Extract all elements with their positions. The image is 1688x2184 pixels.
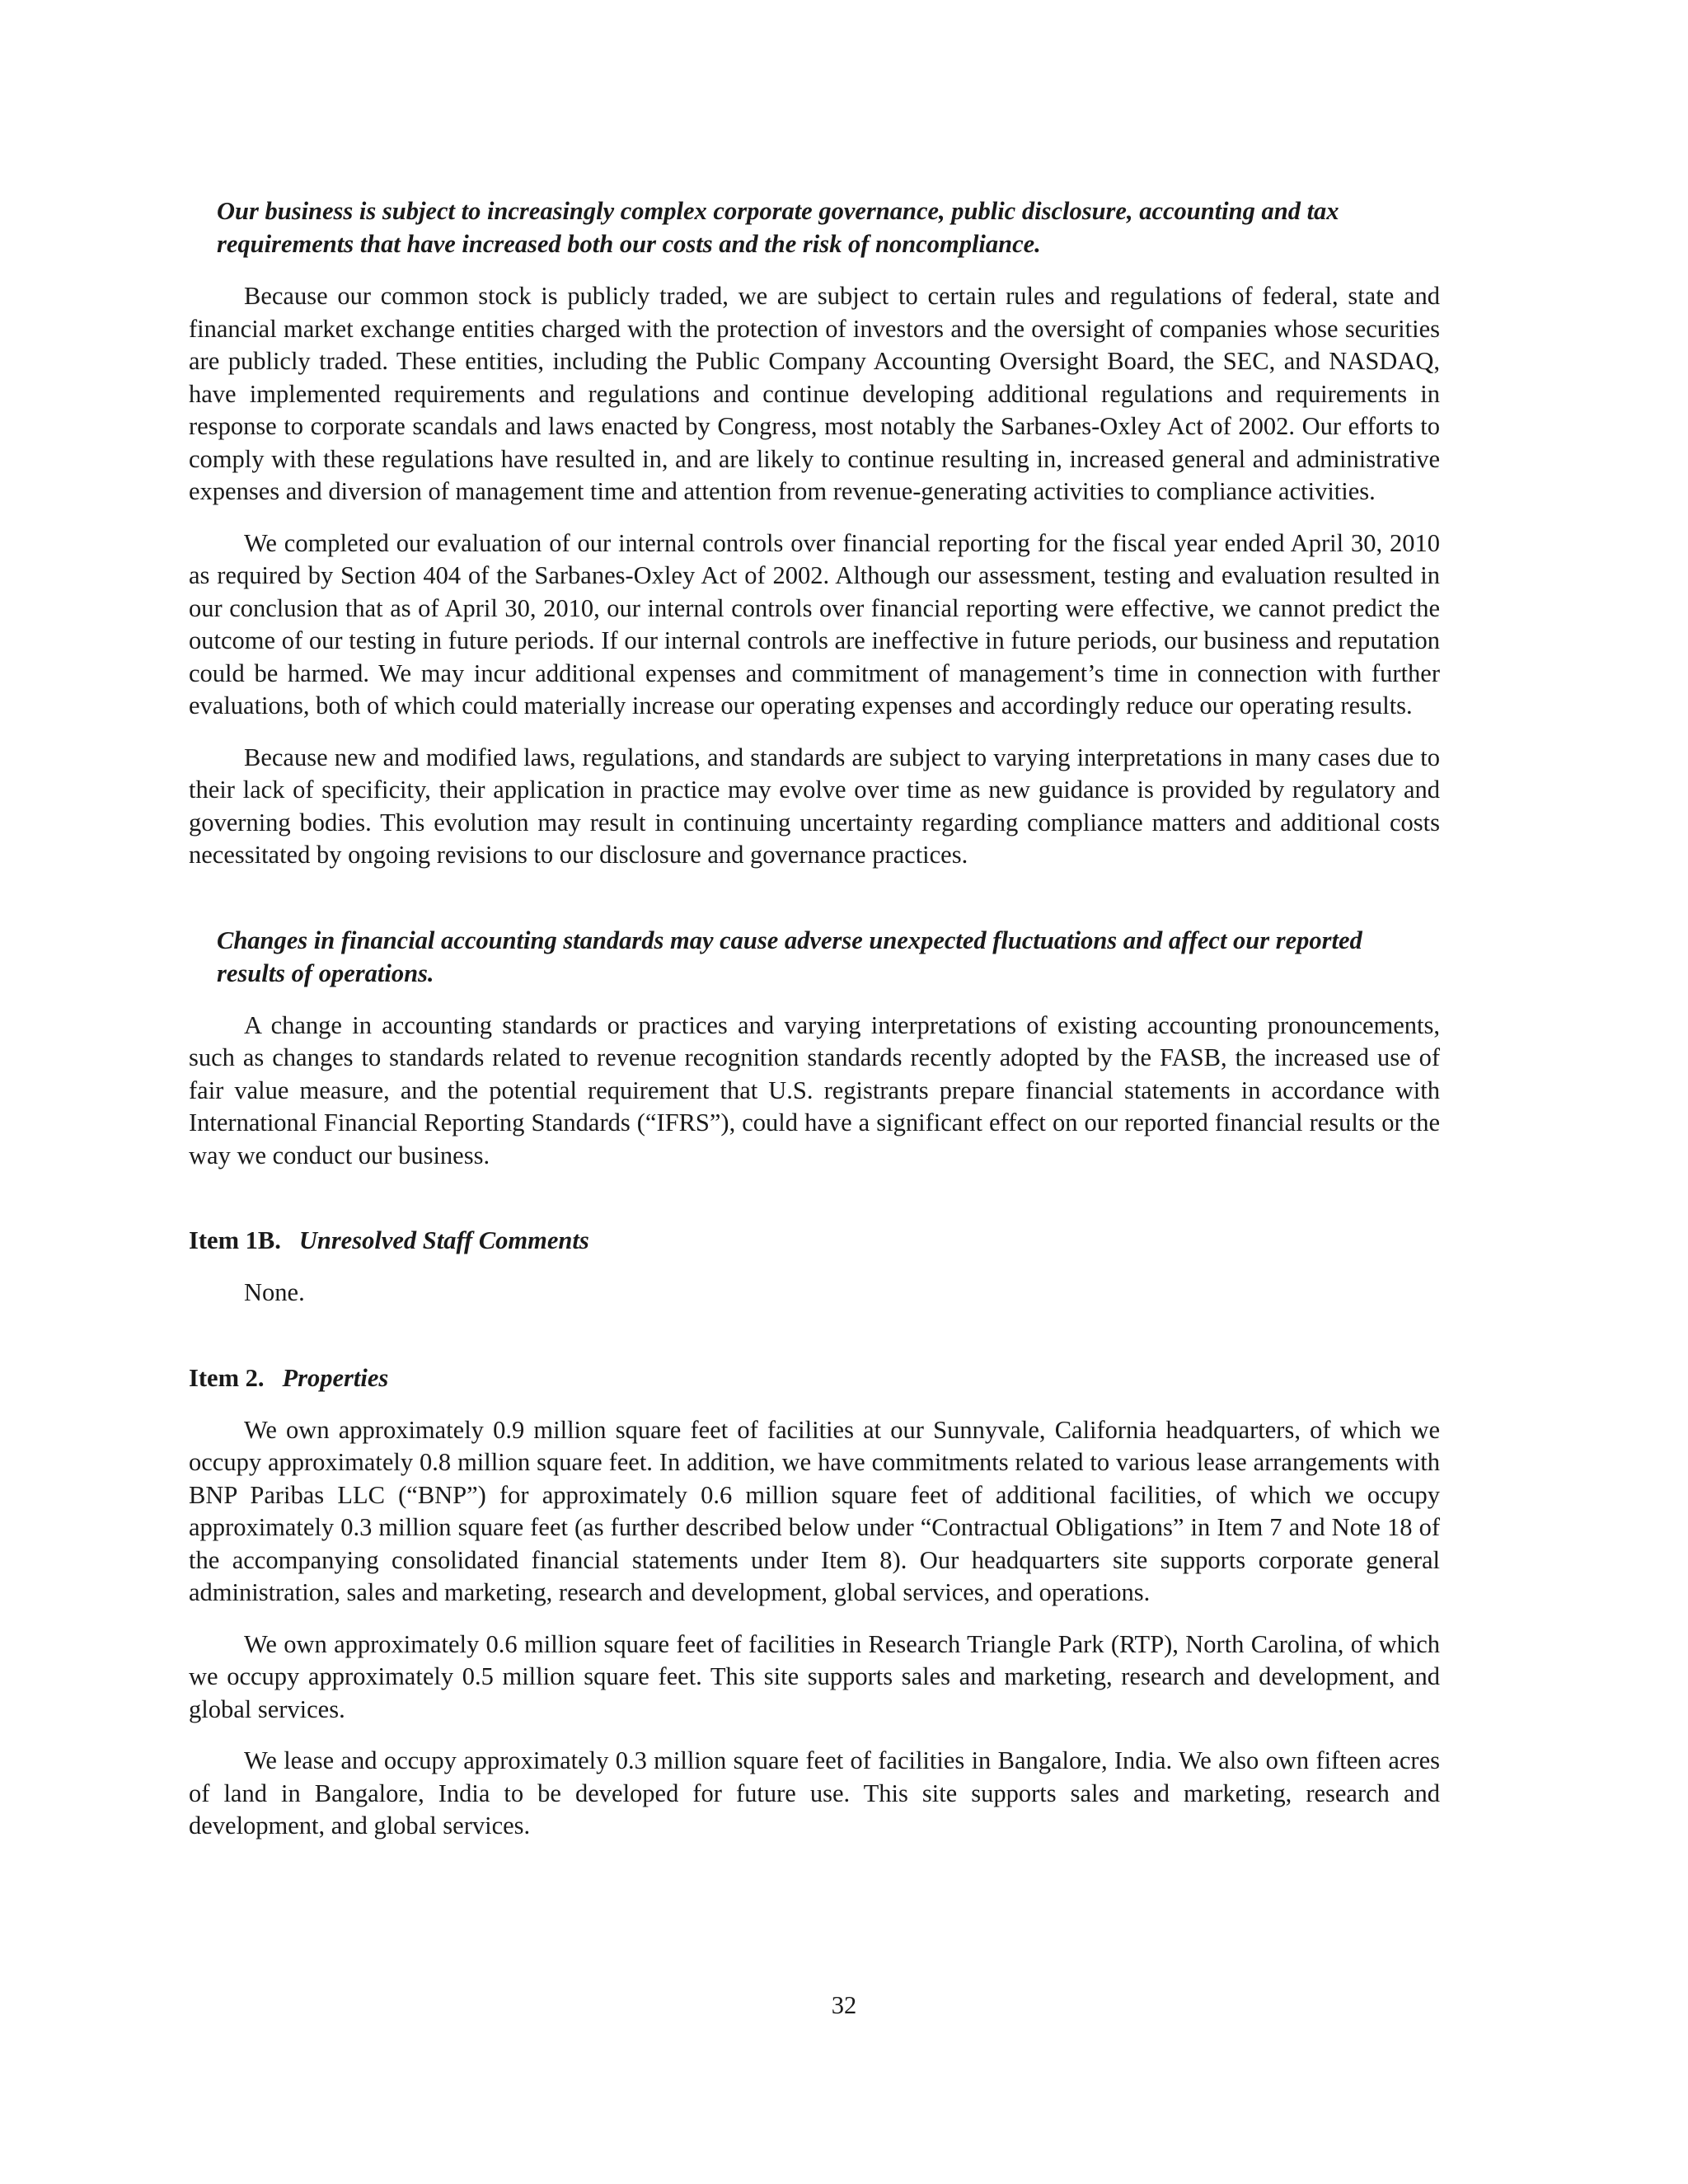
item-2-heading: [189, 1361, 1440, 1394]
item-1b-heading: [189, 1224, 1440, 1257]
paragraph: Because our common stock is publicly traded, we are subject to certain rules and regulations of federal, state and financial market exchange entities charged with the protection of investors and the oversight of companies whose securities are publicly traded. These entities, including the Public Company Accounting Oversight Board, the SEC, and NASDAQ, have implemented requirements and regulations and continue developing additional regulations and requirements in response to corporate scandals and laws enacted by Congress, most notably the Sarbanes-Oxley Act of 2002. Our efforts to comply with these regulations have resulted in, and are likely to continue resulting in, increased general and administrative expenses and diversion of management time and attention from revenue-generating activities to compliance activities.: [189, 282, 1440, 505]
item-2-label: Item 2.: [189, 1363, 265, 1392]
paragraph: We completed our evaluation of our internal controls over financial reporting for the fiscal year ended April 30, 2010 as required by Section 404 of the Sarbanes-Oxley Act of 2002. Although our assessment, testing and evaluation resulted in our conclusion that as of April 30, 2010, our internal controls over financial reporting were effective, we cannot predict the outcome of our testing in future periods. If our internal controls are ineffective in future periods, our business and reputation could be harmed. We may incur additional expenses and commitment of management’s time in connection with further evaluations, both of which could materially increase our operating expenses and accordingly reduce our operating results.: [189, 528, 1440, 719]
item-1b-text: None.: [244, 1278, 305, 1306]
document-page: [189, 194, 1440, 1862]
risk-factor-heading: Changes in financial accounting standards may cause adverse unexpected fluctuations and affect our reported results of operations.: [217, 926, 1362, 987]
item-2-title: Properties: [282, 1363, 389, 1392]
paragraph: Because new and modified laws, regulations, and standards are subject to varying interpretations in many cases due to their lack of specificity, their application in practice may evolve over time as new guidance is provided by regulatory and governing bodies. This evolution may result in continuing uncertainty regarding compliance matters and additional costs necessitated by ongoing revisions to our disclosure and governance practices.: [189, 743, 1440, 869]
risk-factor-heading: Our business is subject to increasingly complex corporate governance, public disclosure, accounting and tax requirements that have increased both our costs and the risk of noncompliance.: [217, 197, 1339, 258]
paragraph: A change in accounting standards or practices and varying interpretations of existing accounting pronouncements, such as changes to standards related to revenue recognition standards recently adopted by the FASB, the increased use of fair value measure, and the potential requirement that U.S. registrants prepare financial statements in accordance with International Financial Reporting Standards (“IFRS”), could have a significant effect on our reported financial results or the way we conduct our business.: [189, 1010, 1440, 1169]
paragraph: We own approximately 0.9 million square feet of facilities at our Sunnyvale, California headquarters, of which we occupy approximately 0.8 million square feet. In addition, we have commitments related to various lease arrangements with BNP Paribas LLC (“BNP”) for approximately 0.6 million square feet of additional facilities, of which we occupy approximately 0.3 million square feet (as further described below under “Contractual Obligations” in Item 7 and Note 18 of the accompanying consolidated financial statements under Item 8). Our headquarters site supports corporate general administration, sales and marketing, research and development, global services, and operations.: [189, 1415, 1440, 1606]
item-1b-label: Item 1B.: [189, 1226, 281, 1254]
paragraph: We own approximately 0.6 million square feet of facilities in Research Triangle Park (RTP), North Carolina, of which we occupy approximately 0.5 million square feet. This site supports sales and marketing, research and development, and global services.: [189, 1629, 1440, 1723]
item-1b-title: Unresolved Staff Comments: [298, 1226, 589, 1254]
paragraph: We lease and occupy approximately 0.3 million square feet of facilities in Bangalore, India. We also own fifteen acres of land in Bangalore, India to be developed for future use. This site supports sales and marketing, research and development, and global services.: [189, 1746, 1440, 1840]
page-number: 32: [831, 1991, 857, 2019]
